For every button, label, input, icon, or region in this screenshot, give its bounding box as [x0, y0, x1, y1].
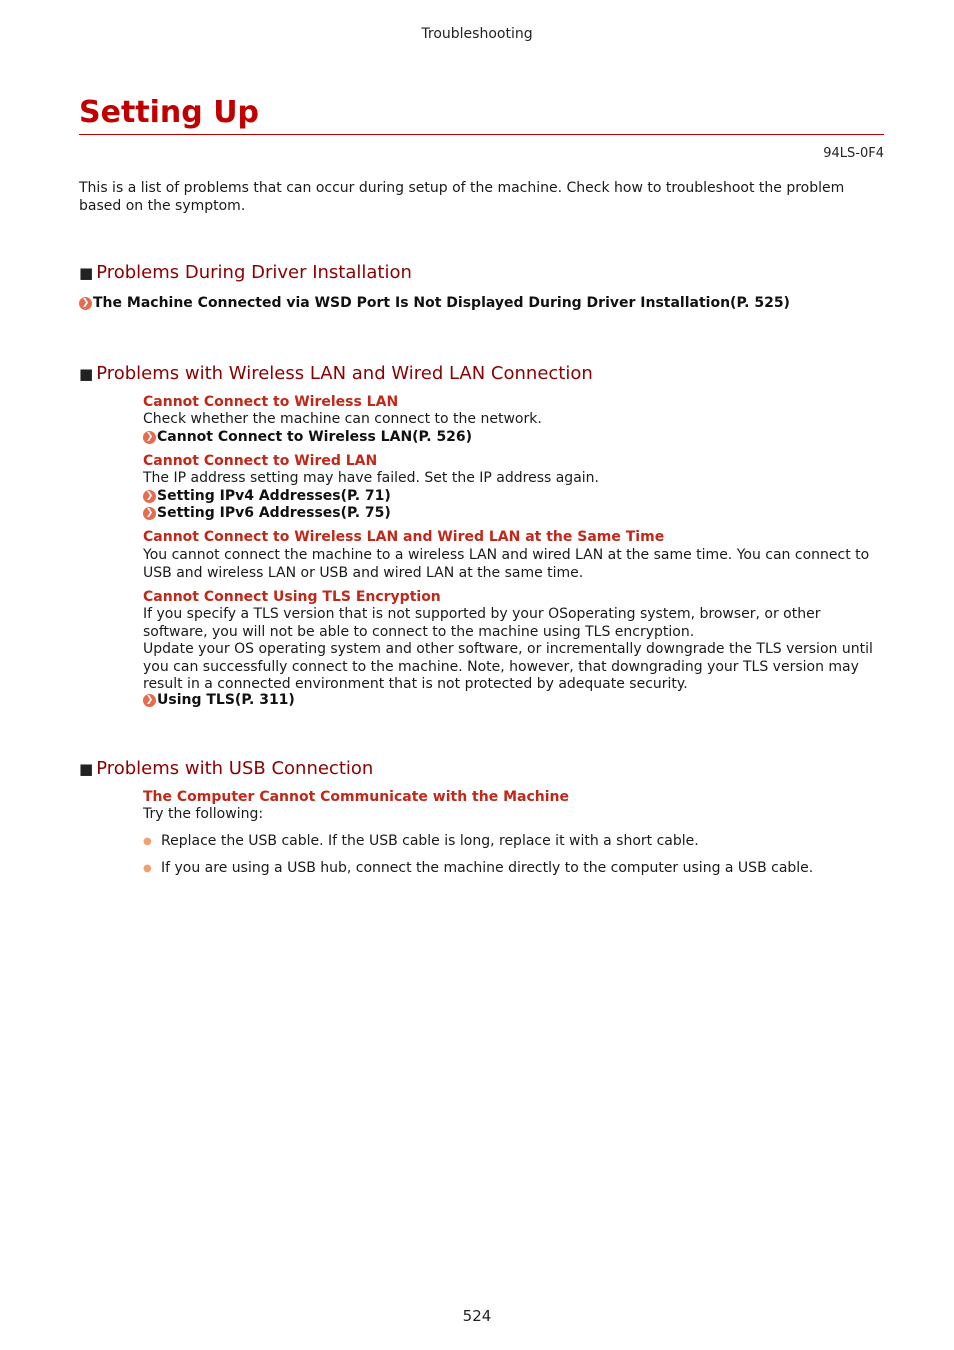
page-title: Setting Up: [79, 95, 260, 130]
chevron-right-icon: ❯: [143, 490, 156, 503]
link-text: Using TLS(P. 311): [157, 692, 295, 708]
link-wireless-lan[interactable]: [143, 429, 883, 447]
intro-paragraph: This is a list of problems that can occur during setup of the machine. Check how to troubleshoot the problem based on the symptom.: [79, 180, 845, 214]
running-header: Troubleshooting: [421, 26, 533, 42]
list-item-text: Replace the USB cable. If the USB cable is long, replace it with a short cable.: [161, 833, 699, 849]
link-text: Setting IPv6 Addresses(P. 75): [157, 505, 391, 521]
subheading-wired: Cannot Connect to Wired LAN: [143, 453, 378, 469]
chevron-right-icon: ❯: [143, 694, 156, 707]
text-wired: The IP address setting may have failed. Set the IP address again.: [143, 470, 599, 486]
section-heading-lan: [79, 363, 593, 385]
link-text: Cannot Connect to Wireless LAN(P. 526): [157, 429, 473, 445]
link-ipv6[interactable]: [143, 505, 883, 523]
link-ipv4[interactable]: [143, 488, 883, 506]
section-heading-text: Problems During Driver Installation: [96, 262, 412, 283]
subheading-usb: The Computer Cannot Communicate with the Machine: [143, 789, 569, 805]
square-bullet-icon: ■: [79, 760, 94, 778]
chevron-right-icon: ❯: [143, 507, 156, 520]
section-heading-text: Problems with Wireless LAN and Wired LAN Connection: [96, 363, 593, 384]
bullet-dot-icon: ●: [143, 836, 152, 847]
title-rule: [79, 134, 884, 135]
text-same-time: You cannot connect the machine to a wireless LAN and wired LAN at the same time. You can connect to USB and wireless LAN or USB and wired LAN at the same time.: [143, 547, 870, 581]
subheading-tls: Cannot Connect Using TLS Encryption: [143, 589, 441, 605]
list-item: [143, 833, 883, 851]
subheading-wireless: Cannot Connect to Wireless LAN: [143, 394, 399, 410]
page-number: 524: [462, 1307, 492, 1325]
document-id: 94LS-0F4: [823, 146, 884, 161]
text-tls-2: Update your OS operating system and other software, or incrementally downgrade the TLS version until you can successfully connect to the machine. Note, however, that downgrading your TLS version may result in a connected environment that is not protected by adequate security.: [143, 641, 873, 692]
link-wsd-port[interactable]: [79, 295, 790, 313]
link-using-tls[interactable]: [143, 692, 883, 710]
subheading-same-time: Cannot Connect to Wireless LAN and Wired LAN at the Same Time: [143, 529, 665, 545]
link-text: Setting IPv4 Addresses(P. 71): [157, 488, 391, 504]
section-heading-usb: [79, 758, 373, 780]
text-tls-1: If you specify a TLS version that is not supported by your OSoperating system, browser, or other software, you will not be able to connect to the machine using TLS encryption.: [143, 606, 821, 640]
list-item-text: If you are using a USB hub, connect the machine directly to the computer using a USB cable.: [161, 860, 814, 876]
text-usb: Try the following:: [143, 806, 264, 822]
section-heading-driver: [79, 262, 412, 284]
bullet-dot-icon: ●: [143, 863, 152, 874]
list-item: [143, 860, 883, 878]
square-bullet-icon: ■: [79, 264, 94, 282]
text-wireless: Check whether the machine can connect to the network.: [143, 411, 542, 427]
chevron-right-icon: ❯: [79, 297, 92, 310]
chevron-right-icon: ❯: [143, 431, 156, 444]
link-text: The Machine Connected via WSD Port Is Not Displayed During Driver Installation(P. 525): [93, 295, 790, 311]
square-bullet-icon: ■: [79, 365, 94, 383]
section-heading-text: Problems with USB Connection: [96, 758, 374, 779]
